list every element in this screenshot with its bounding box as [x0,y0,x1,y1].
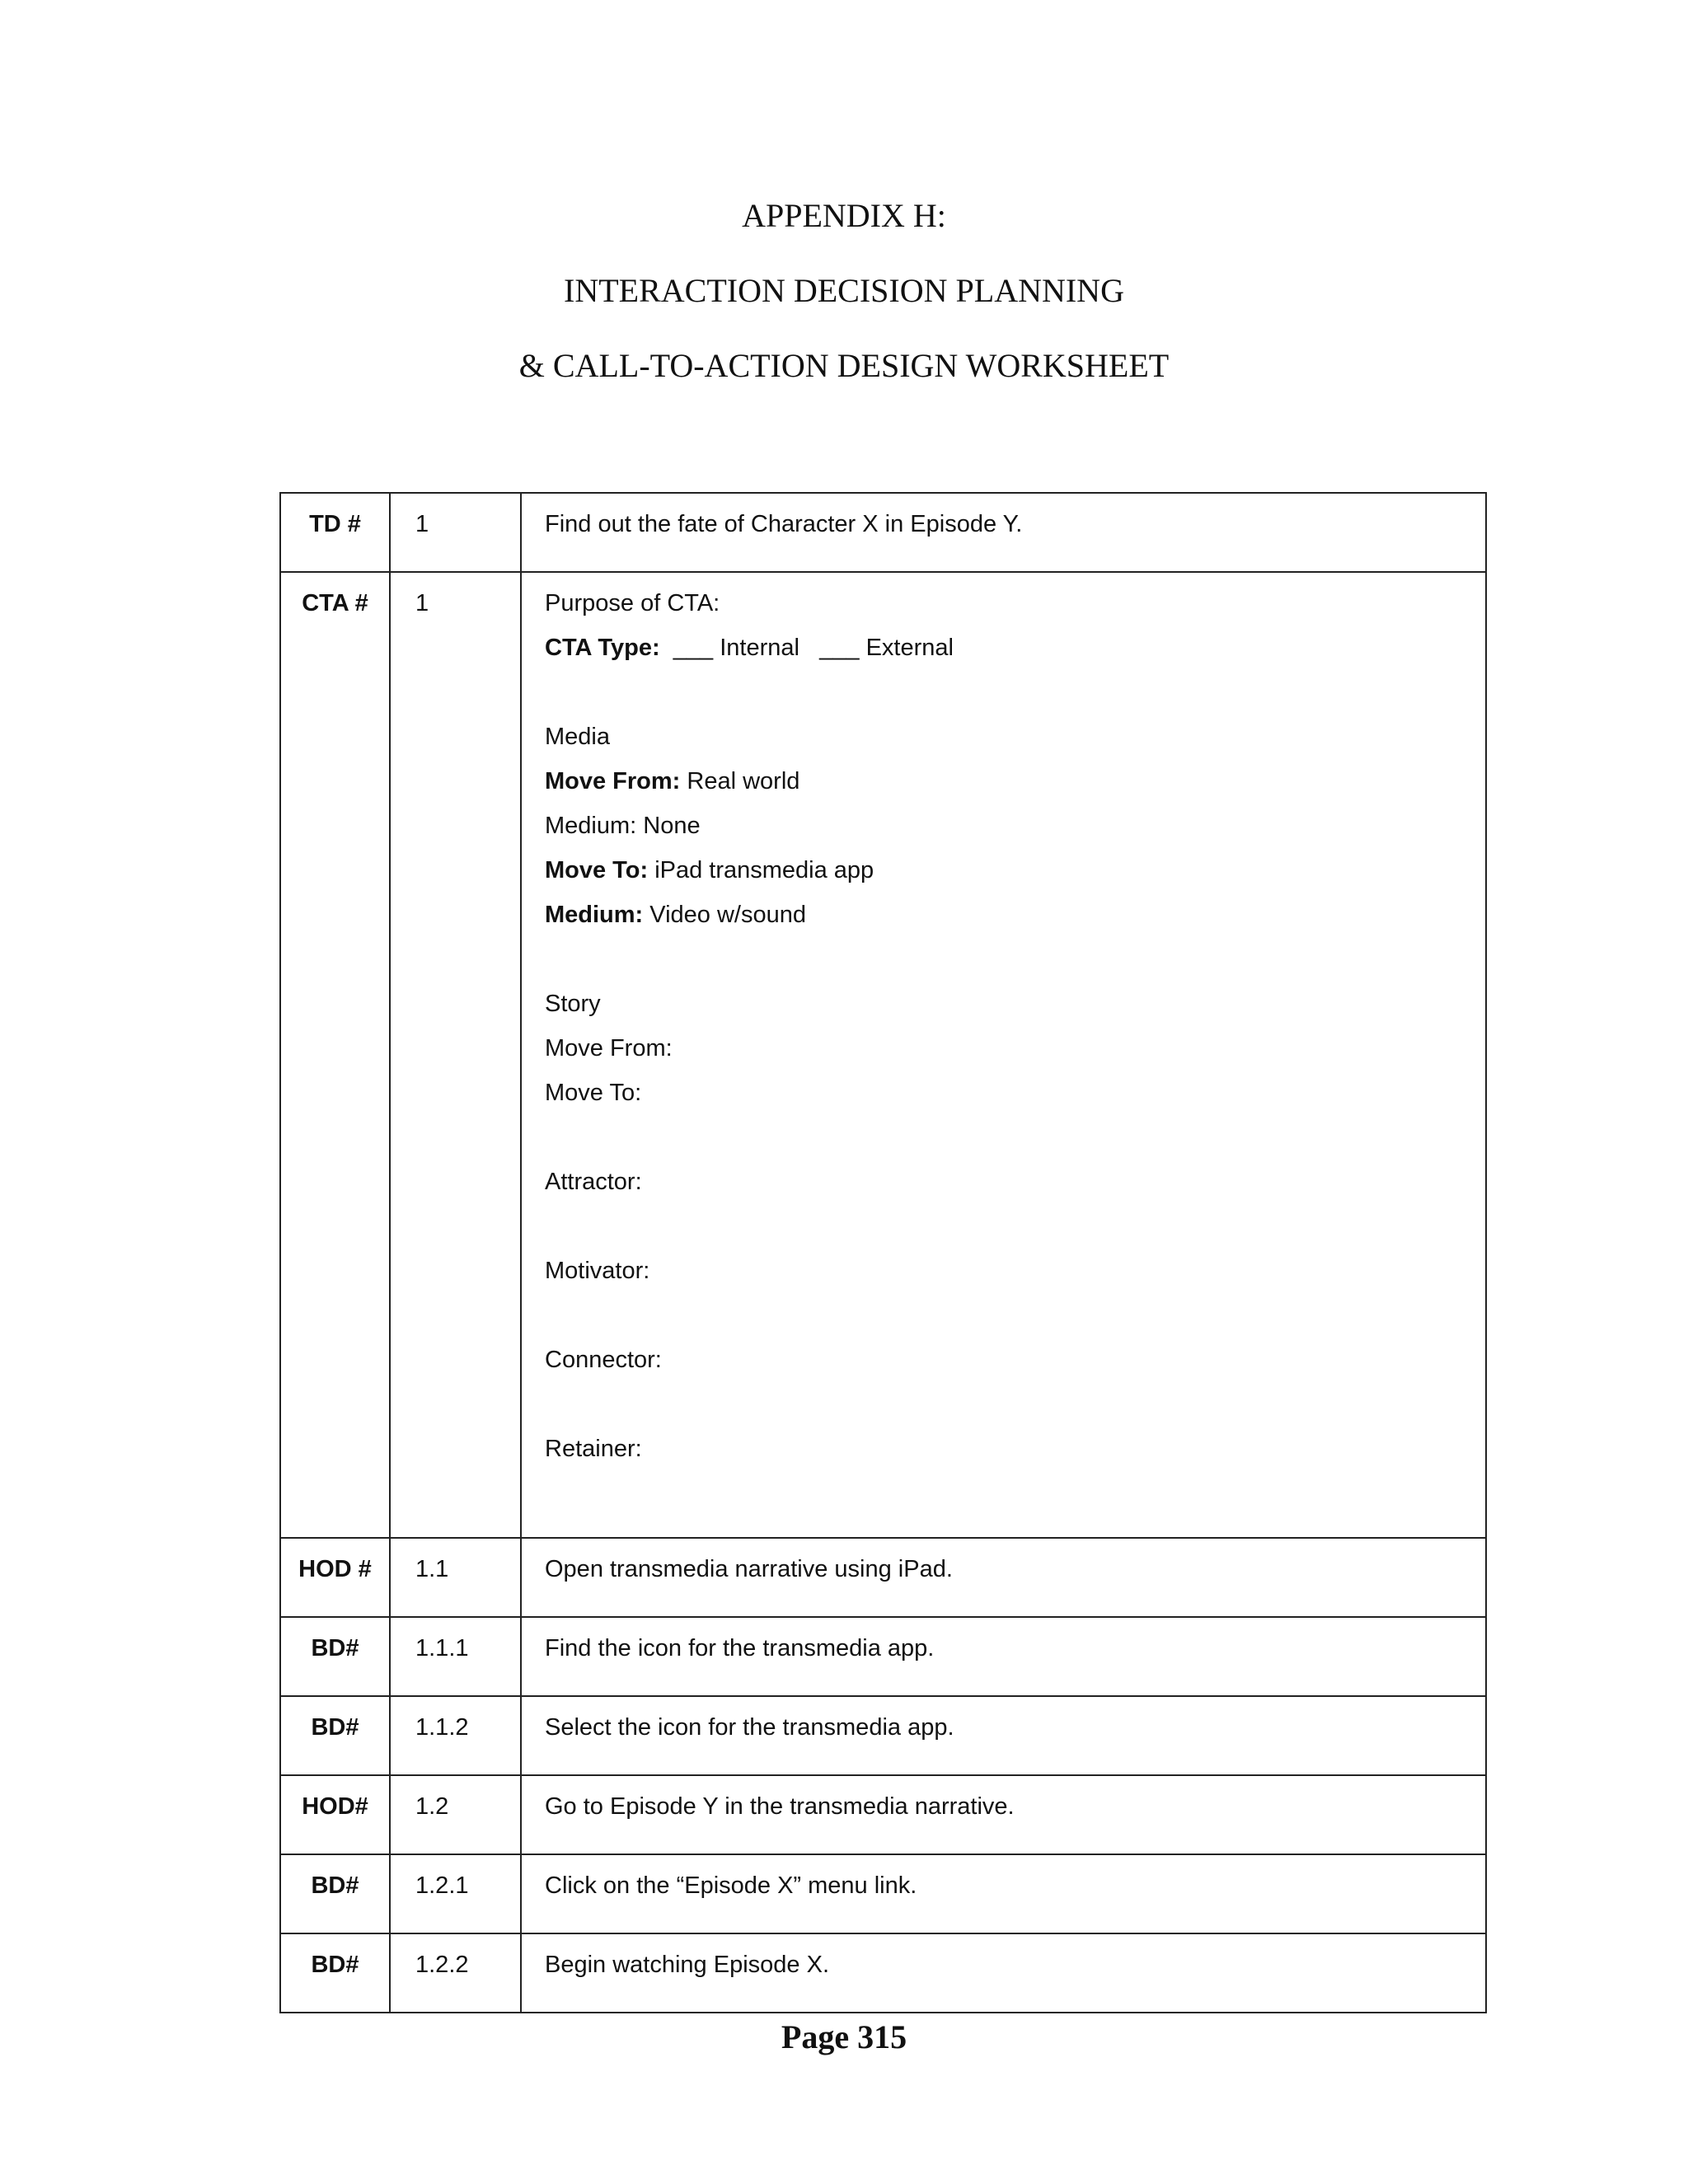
cta-number: 1 [390,572,521,1538]
cta-type-option-internal: Internal [720,635,799,661]
cta-label: CTA # [280,572,390,1538]
table-row-cta [280,572,1486,1538]
row-label: BD# [280,1933,390,2013]
table-row [280,1538,1486,1617]
cta-details [521,572,1486,1538]
story-heading: Story [545,991,601,1017]
page-number: Page 315 [781,2018,907,2055]
worksheet-table [279,492,1487,2013]
row-label: HOD# [280,1775,390,1854]
row-number: 1.2.1 [390,1854,521,1933]
row-description: Click on the “Episode X” menu link. [521,1854,1486,1933]
row-number: 1.1.2 [390,1696,521,1775]
cta-type [545,635,1485,679]
cta-type-option-external: External [865,635,954,661]
media-medium-from: Medium: None [545,813,701,839]
media-medium-label: Medium: [545,902,644,928]
motivator-field: Motivator: [545,1258,650,1284]
cta-type-blank-internal: ___ [673,635,714,661]
story-move-to: Move To: [545,1080,642,1106]
row-number: 1.1.1 [390,1617,521,1696]
appendix-title: APPENDIX H: [742,197,946,234]
retainer-field: Retainer: [545,1436,642,1462]
row-description: Open transmedia narrative using iPad. [521,1538,1486,1617]
media-move-to [545,857,1485,902]
table-row [280,1617,1486,1696]
row-number: 1.2 [390,1775,521,1854]
table-row [280,1696,1486,1775]
row-description: Find the icon for the transmedia app. [521,1617,1486,1696]
worksheet-title-line-2: & CALL-TO-ACTION DESIGN WORKSHEET [518,347,1170,384]
cta-type-label: CTA Type: [545,635,660,661]
row-number: 1.2.2 [390,1933,521,2013]
row-description: Begin watching Episode X. [521,1933,1486,2013]
media-move-to-value: iPad transmedia app [654,857,874,883]
table-row [280,1854,1486,1933]
row-number: 1.1 [390,1538,521,1617]
row-label: BD# [280,1854,390,1933]
table-row [280,1775,1486,1854]
cta-purpose: Purpose of CTA: [545,590,720,616]
cta-type-blank-external: ___ [819,635,860,661]
td-number: 1 [390,493,521,572]
attractor-field: Attractor: [545,1169,642,1195]
row-description: Go to Episode Y in the transmedia narrative. [521,1775,1486,1854]
row-description: Select the icon for the transmedia app. [521,1696,1486,1775]
td-label: TD # [280,493,390,572]
media-move-to-label: Move To: [545,857,649,883]
media-move-from [545,768,1485,813]
table-row-td [280,493,1486,572]
media-heading: Media [545,724,610,750]
connector-field: Connector: [545,1347,662,1373]
story-move-from: Move From: [545,1035,673,1062]
row-label: HOD # [280,1538,390,1617]
row-label: BD# [280,1617,390,1696]
td-description: Find out the fate of Character X in Episode Y. [521,493,1486,572]
row-label: BD# [280,1696,390,1775]
worksheet-title-line-1: INTERACTION DECISION PLANNING [564,272,1124,309]
table-row [280,1933,1486,2013]
media-move-from-value: Real world [687,768,800,794]
media-move-from-label: Move From: [545,768,681,794]
media-medium-value: Video w/sound [649,902,806,928]
media-medium-to [545,902,1485,946]
